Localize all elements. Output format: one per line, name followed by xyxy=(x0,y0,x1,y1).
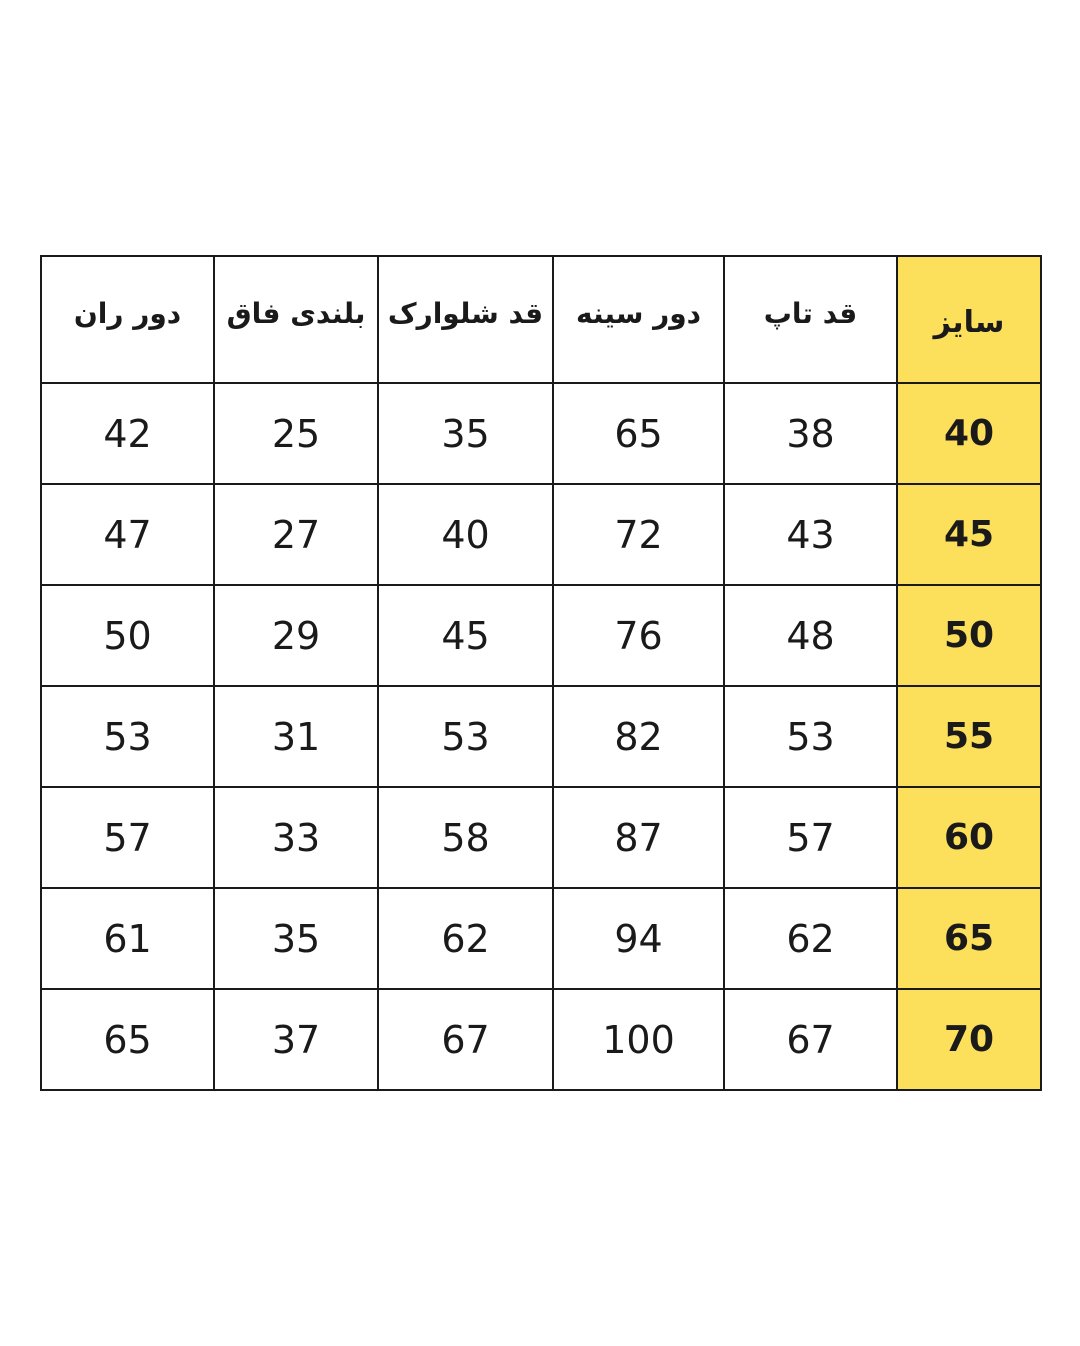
cell-top-length: 43 xyxy=(724,484,897,585)
cell-size: 50 xyxy=(897,585,1041,686)
cell-chest-circumference: 94 xyxy=(553,888,724,989)
cell-size: 55 xyxy=(897,686,1041,787)
cell-size: 45 xyxy=(897,484,1041,585)
cell-top-length: 53 xyxy=(724,686,897,787)
cell-rise-length: 35 xyxy=(214,888,378,989)
cell-shorts-length: 45 xyxy=(378,585,553,686)
cell-shorts-length: 62 xyxy=(378,888,553,989)
cell-thigh-circumference: 61 xyxy=(41,888,214,989)
header-row xyxy=(41,256,1041,383)
table-row xyxy=(41,686,1041,787)
cell-rise-length: 27 xyxy=(214,484,378,585)
cell-shorts-length: 35 xyxy=(378,383,553,484)
cell-rise-length: 29 xyxy=(214,585,378,686)
header-top-length: قد تاپ xyxy=(724,256,897,383)
size-chart-table xyxy=(40,255,1042,1091)
cell-thigh-circumference: 65 xyxy=(41,989,214,1090)
cell-size: 60 xyxy=(897,787,1041,888)
cell-shorts-length: 67 xyxy=(378,989,553,1090)
cell-thigh-circumference: 42 xyxy=(41,383,214,484)
cell-top-length: 38 xyxy=(724,383,897,484)
cell-thigh-circumference: 50 xyxy=(41,585,214,686)
cell-top-length: 62 xyxy=(724,888,897,989)
cell-top-length: 57 xyxy=(724,787,897,888)
header-shorts-length: قد شلوارک xyxy=(378,256,553,383)
cell-chest-circumference: 100 xyxy=(553,989,724,1090)
cell-size: 40 xyxy=(897,383,1041,484)
table-row xyxy=(41,989,1041,1090)
cell-chest-circumference: 72 xyxy=(553,484,724,585)
table-row xyxy=(41,585,1041,686)
cell-top-length: 67 xyxy=(724,989,897,1090)
cell-size: 70 xyxy=(897,989,1041,1090)
table-row xyxy=(41,888,1041,989)
cell-shorts-length: 53 xyxy=(378,686,553,787)
cell-chest-circumference: 76 xyxy=(553,585,724,686)
cell-chest-circumference: 65 xyxy=(553,383,724,484)
header-size: سایز xyxy=(897,256,1041,383)
cell-rise-length: 37 xyxy=(214,989,378,1090)
header-thigh-circumference: دور ران xyxy=(41,256,214,383)
cell-rise-length: 25 xyxy=(214,383,378,484)
table-row xyxy=(41,383,1041,484)
table-row xyxy=(41,787,1041,888)
table-row xyxy=(41,484,1041,585)
header-rise-length: بلندی فاق xyxy=(214,256,378,383)
cell-rise-length: 31 xyxy=(214,686,378,787)
cell-chest-circumference: 87 xyxy=(553,787,724,888)
cell-rise-length: 33 xyxy=(214,787,378,888)
cell-thigh-circumference: 53 xyxy=(41,686,214,787)
cell-size: 65 xyxy=(897,888,1041,989)
cell-thigh-circumference: 57 xyxy=(41,787,214,888)
header-chest-circumference: دور سینه xyxy=(553,256,724,383)
cell-thigh-circumference: 47 xyxy=(41,484,214,585)
cell-chest-circumference: 82 xyxy=(553,686,724,787)
cell-shorts-length: 40 xyxy=(378,484,553,585)
cell-top-length: 48 xyxy=(724,585,897,686)
cell-shorts-length: 58 xyxy=(378,787,553,888)
